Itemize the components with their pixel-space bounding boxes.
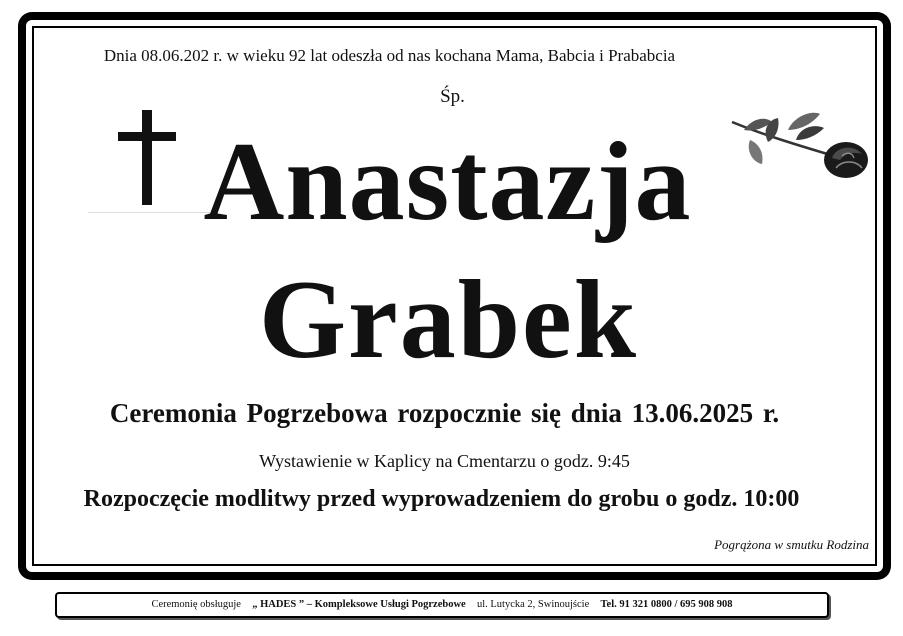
- intro-text: [34, 46, 875, 66]
- obituary-notice: [32, 26, 877, 566]
- footer-phones: Tel. 91 321 0800 / 695 908 908: [600, 599, 733, 610]
- first-name-content: Anastazja: [203, 120, 692, 244]
- ceremony-text-content: Ceremonia Pogrzebowa rozpocznie się dnia 13.06.2025 r.: [109, 398, 780, 428]
- viewing-text-content: Wystawienie w Kaplicy na Cmentarzu o godz. 9:45: [259, 451, 630, 471]
- deceased-first-name: [34, 120, 875, 244]
- notice-inner-frame: [26, 20, 883, 572]
- footer-address: ul. Lutycka 2, Swinoujście: [476, 599, 590, 610]
- funeral-service-footer: [55, 592, 829, 618]
- intro-text-content: Dnia 08.06.202 r. w wieku 92 lat odeszła od nas kochana Mama, Babcia i Prababcia: [103, 46, 676, 65]
- prayer-text: [34, 486, 875, 513]
- notice-outer-frame: [18, 12, 891, 580]
- prayer-text-content: Rozpoczęcie modlitwy przed wyprowadzeniem do grobu o godz. 10:00: [83, 486, 800, 512]
- family-signature: Pogrążona w smutku Rodzina: [714, 537, 869, 552]
- prefix-label-content: Śp.: [440, 86, 465, 107]
- footer-company: „ HADES ” – Kompleksowe Usługi Pogrzebowe: [252, 599, 466, 610]
- deceased-last-name: [34, 258, 875, 382]
- ceremony-text: [34, 398, 875, 429]
- last-name-content: Grabek: [258, 258, 639, 382]
- viewing-text: [34, 451, 875, 472]
- footer-service-prefix: Ceremonię obsługuje: [151, 599, 241, 610]
